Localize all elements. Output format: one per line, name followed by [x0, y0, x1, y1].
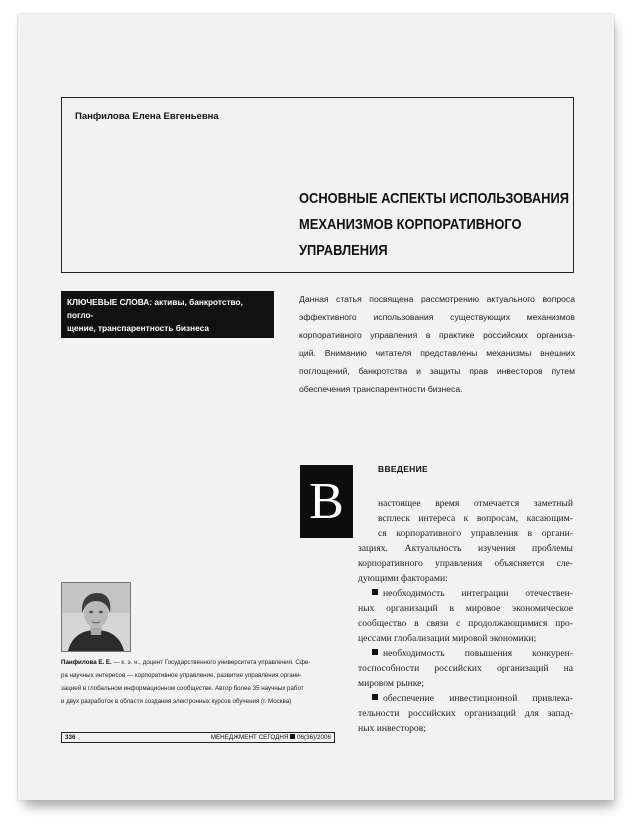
square-bullet-icon [372, 694, 378, 700]
bullet-item [358, 586, 573, 601]
body-line: цессами глобализации мировой экономики; [358, 633, 537, 644]
body-text [358, 541, 573, 736]
author-photo [61, 582, 131, 652]
body-line: ных организаций в мировое экономическое [358, 603, 573, 614]
drop-cap: В [300, 465, 353, 538]
body-line: ных инвесторов; [358, 723, 426, 734]
author-portrait-image [62, 583, 130, 651]
square-bullet-icon [372, 649, 378, 655]
bio-line: ра научных интересов — корпоративное управление, развитие управления органи- [61, 672, 302, 679]
journal-issue: 06(36)/2006 [297, 734, 331, 741]
title-line: МЕХАНИЗМОВ КОРПОРАТИВНОГО [299, 216, 522, 233]
body-line: дующими факторами: [358, 573, 448, 584]
bio-line: зацией в глобальном информационном сообществе. Автор более 35 научных работ [61, 685, 304, 692]
body-line: корпоративного управления объясняется сле- [358, 558, 573, 569]
square-bullet-icon [372, 589, 378, 595]
bullet-item [358, 646, 573, 661]
bullet-item [358, 691, 573, 706]
body-line: тельности российских организаций для запад- [358, 708, 573, 719]
author-name: Панфилова Елена Евгеньевна [75, 111, 219, 122]
body-line: мировом рынке; [358, 678, 425, 689]
bio-line: и двух разработок в области создания электронных курсов обучения (г. Москва) [61, 698, 292, 705]
abstract-line: корпоративного управления в практике российских организа- [299, 330, 575, 340]
abstract [299, 290, 575, 398]
article-title [299, 186, 569, 264]
keywords-box [61, 291, 274, 338]
keywords-line: КЛЮЧЕВЫЕ СЛОВА: активы, банкротство, погло- [67, 297, 243, 320]
bio-text: — к. э. н., доцент Государственного университета управления. Сфе- [111, 659, 311, 666]
bio-line [61, 656, 335, 669]
page-footer [61, 732, 335, 743]
journal-name: МЕНЕДЖМЕНТ СЕГОДНЯ [210, 734, 289, 741]
body-line: сообщество в связи с продолжающимися про- [358, 618, 573, 629]
body-text-narrow [378, 496, 573, 541]
author-bio [61, 656, 335, 708]
abstract-line: эффективного использования существующих механизмов [299, 312, 575, 322]
abstract-line: поглощений, банкротства и защиты прав инвесторов путем [299, 366, 575, 376]
section-heading: ВВЕДЕНИЕ [378, 464, 428, 474]
body-line: ся корпоративного управления в органи- [378, 528, 573, 539]
body-line: настоящее время отмечается заметный [378, 498, 573, 509]
abstract-line: обеспечения транспарентности бизнеса. [299, 384, 463, 394]
body-line: зациях. Актуальность изучения проблемы [358, 543, 573, 554]
body-line: тоспособности российских организаций на [358, 663, 573, 674]
abstract-line: Данная статья посвящена рассмотрению актуального вопроса [299, 294, 575, 304]
title-line: ОСНОВНЫЕ АСПЕКТЫ ИСПОЛЬЗОВАНИЯ [299, 190, 569, 207]
journal-info [211, 733, 331, 742]
bullet-text: обеспечение инвестиционной привлека- [383, 693, 573, 704]
body-line: всплеск интереса к вопросам, касающим- [378, 513, 573, 524]
bio-author-name: Панфилова Е. Е. [61, 659, 112, 666]
page-number: 336 [65, 734, 76, 741]
abstract-line: ций. Вниманию читателя представлены механизмы внешних [299, 348, 575, 358]
title-line: УПРАВЛЕНИЯ [299, 242, 388, 259]
bullet-text: необходимость повышения конкурен- [383, 648, 573, 659]
bullet-text: необходимость интеграции отечествен- [383, 588, 573, 599]
square-separator-icon [290, 734, 295, 739]
keywords-line: щение, транспарентность бизнеса [67, 323, 209, 333]
